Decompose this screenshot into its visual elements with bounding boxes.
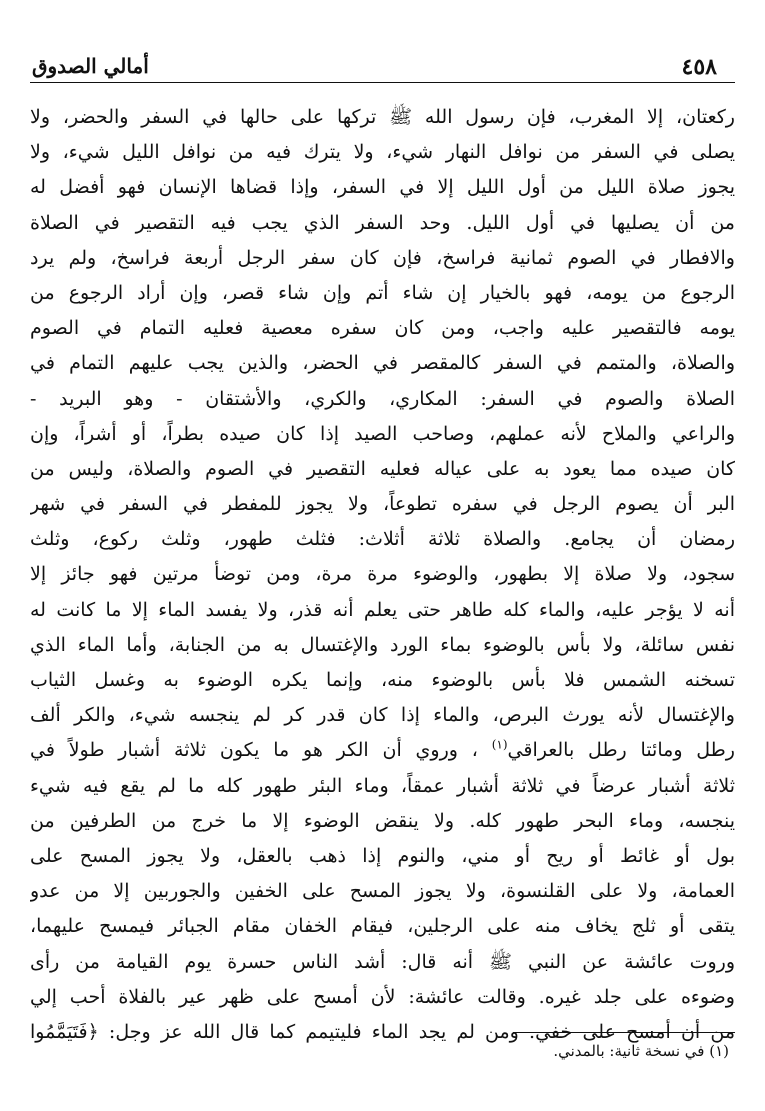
text-line: سجود، ولا صلاة إلا بطهور، والوضوء مرة مرة، ومن توضأ مرتين فهو جائز إلا [30, 563, 735, 586]
text-line: من أن أمسح على خفي. ومن لم يجد الماء فليتيمم كما قال الله عز وجل: ﴿فَتَيَمَّمُوا [30, 1020, 735, 1043]
text-line: يصلى في السفر من نوافل النهار شيء، ولا يترك فيه من نوافل الليل شيء، ولا [30, 141, 735, 164]
text-line: كان صيده مما يعود به على عياله فعليه التقصير في الصوم والصلاة، وليس من [30, 457, 735, 480]
text-line: يجوز صلاة الليل من أول الليل إلا في السفر، وإذا قضاها الإنسان فهو أفضل له [30, 176, 735, 199]
text-line: رمضان أن يجامع. والصلاة ثلاثة أثلاث: فثلث طهور، وثلث ركوع، وثلث [30, 528, 735, 551]
text-line: من أن يصليها في أول الليل. وحد السفر الذي يجب فيه التقصير في الصلاة [30, 211, 735, 234]
text-line: وضوءه على جلد غيره. وقالت عائشة: لأن أمسح على ظهر عير بالفلاة أحب إلي [30, 985, 735, 1008]
text-line: البر أن يصوم الرجل في سفره تطوعاً، ولا يجوز للمفطر في السفر في شهر [30, 493, 735, 516]
text-line: والافطار في الصوم ثمانية فراسخ، فإن كان سفر الرجل أربعة فراسخ، ولم يرد [30, 246, 735, 269]
page-header [30, 52, 735, 83]
running-title: أمالي الصدوق [32, 54, 149, 78]
text-line: العمامة، ولا على القلنسوة، ولا يجوز المسح على الخفين والجوربين إلا من عدو [30, 880, 735, 903]
text-line: تسخنه الشمس فلا بأس بالوضوء منه، وإنما يكره الوضوء به وغسل الثياب [30, 669, 735, 691]
text-line: يتقى أو ثلج يخاف منه على الرجلين، فيقام الخفان مقام الجبائر فيمسح عليهما، [30, 915, 735, 938]
text-line: والإغتسال لأنه يورث البرص، والماء إذا كان قدر كر لم ينجسه شيء، والكر ألف [30, 704, 735, 727]
footnote-marker: (١) [491, 738, 508, 753]
text-line: بول أو غائط أو ريح أو مني، والنوم إذا ذهب بالعقل، ولا يجوز المسح على [30, 844, 735, 867]
text-line: الصلاة والصوم في السفر: المكاري، والكري، والأشتقان - وهو البريد - [30, 387, 735, 410]
text-segment: ، وروي أن الكر هو ما يكون ثلاثة أشبار طولاً في [30, 739, 478, 762]
text-line: ركعتان، إلا المغرب، فإن رسول الله ﷺ تركها على حالها في السفر والحضر، ولا [30, 106, 735, 128]
text-line: الرجوع من يومه، فهو بالخيار إن شاء أتم وإن شاء قصر، وإن أراد الرجوع من [30, 281, 735, 304]
text-line: والصلاة، والمتمم في السفر كالمقصر في الحضر، والذين يجب عليهم التمام في [30, 352, 735, 375]
main-text [30, 100, 735, 1050]
text-line: يومه فالتقصير عليه واجب، ومن كان سفره معصية فعليه التمام في الصوم [30, 317, 735, 340]
footnote: (١) في نسخة ثانية: بالمدني. [553, 1042, 729, 1060]
text-line: والراعي والملاح لأنه عملهم، وصاحب الصيد إذا كان صيده بطراً، أو أشراً، وإن [30, 422, 735, 445]
page-number: ٤٥٨ [681, 54, 717, 80]
text-line: أنه لا يؤجر عليه، والماء كله طاهر حتى يعلم أنه قذر، ولا يفسد الماء إلا ما كانت له [30, 598, 735, 621]
text-segment: رطل ومائتا رطل بالعراقي [507, 739, 735, 762]
text-line: وروت عائشة عن النبي ﷺ أنه قال: أشد الناس حسرة يوم القيامة من رأى [30, 950, 735, 973]
text-line-with-footnote [30, 733, 735, 768]
text-line: نفس سائلة، ولا بأس بالوضوء بماء الورد والإغتسال به من الجنابة، وأما الماء الذي [30, 633, 735, 656]
text-line: ثلاثة أشبار عرضاً في ثلاثة أشبار عمقاً، وماء البئر طهور كله ما لم يقع فيه شيء [30, 774, 735, 797]
footnote-divider [513, 1032, 735, 1033]
text-line: ينجسه، وماء البحر طهور كله. ولا ينقض الوضوء إلا ما خرج من الطرفين من [30, 809, 735, 832]
